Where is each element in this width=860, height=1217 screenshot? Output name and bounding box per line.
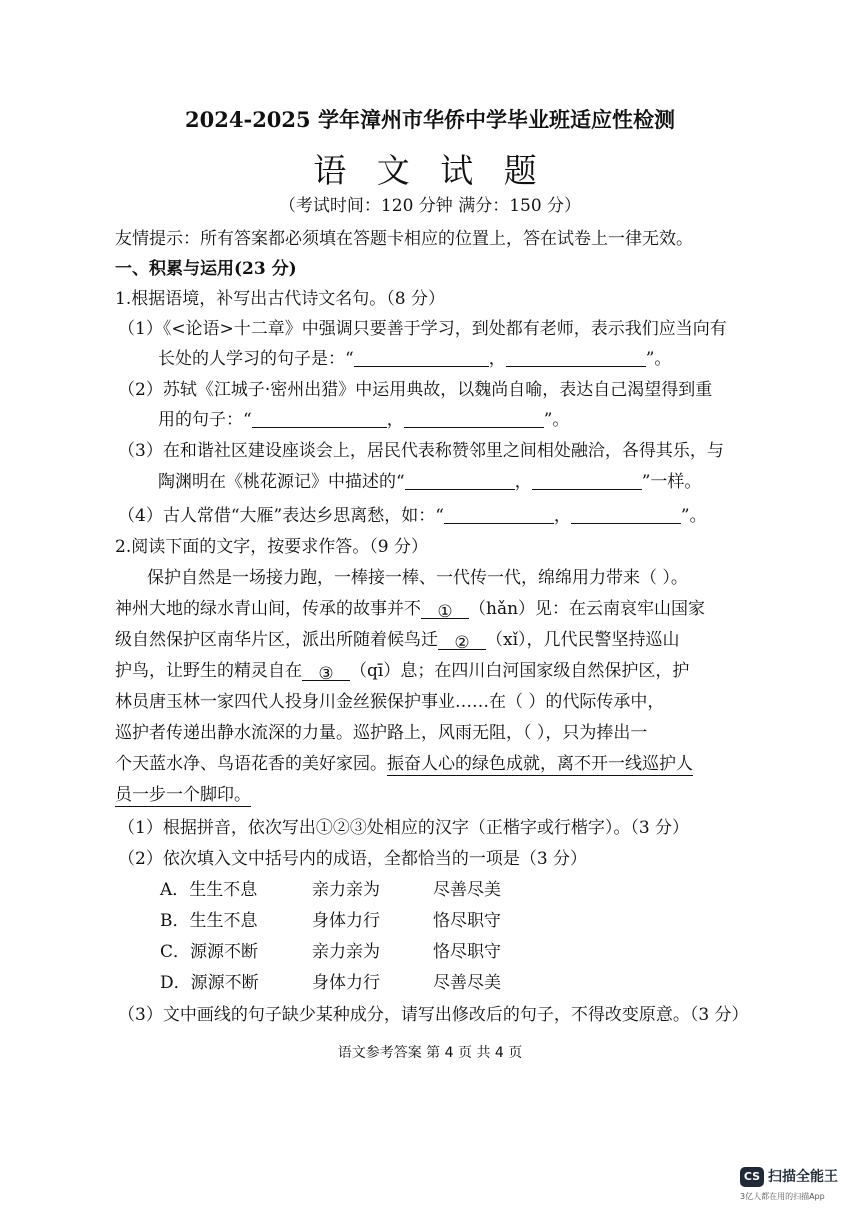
- blank-3: [302, 662, 350, 684]
- notice: 友情提示：所有答案都必须填在答题卡相应的位置上，答在试卷上一律无效。: [115, 229, 693, 249]
- passage-text: （qī）息；在四川白河国家级自然保护区，护: [350, 661, 690, 681]
- q1-sub4-prefix: （4）古人常借“大雁”表达乡思离愁，如：“: [118, 506, 444, 526]
- passage-text: 神州大地的绿水青山间，传承的故事并不: [115, 599, 421, 619]
- close-quote: ”一样。: [641, 472, 702, 492]
- option-a-b: 亲力亲为: [312, 880, 380, 900]
- answer-blank: [571, 505, 681, 524]
- option-d-b: 身体力行: [312, 973, 380, 993]
- passage-line: [115, 783, 251, 807]
- q1-sub3-line2: [158, 470, 701, 494]
- section-heading: 一、积累与运用(23 分): [115, 259, 297, 279]
- exam-title: 2024-2025 学年漳州市华侨中学毕业班适应性检测: [185, 107, 675, 132]
- question-1-stem: 1.根据语境，补写出古代诗文名句。（8 分）: [115, 289, 445, 309]
- answer-blank: [405, 471, 515, 490]
- underlined-sentence: 员一步一个脚印。: [115, 785, 251, 805]
- question-2-stem: 2.阅读下面的文字，按要求作答。（9 分）: [115, 537, 428, 557]
- circled-number: ②: [454, 633, 470, 653]
- option-d-c: 尽善尽美: [433, 973, 501, 993]
- q1-sub2-line1: （2）苏轼《江城子·密州出猎》中运用典故，以魏尚自喻，表达自己渴望得到重: [118, 380, 713, 400]
- passage-line: [115, 752, 693, 776]
- answer-blank: [506, 348, 646, 367]
- passage-text: 护鸟，让野生的精灵自在: [115, 661, 302, 681]
- option-b-b: 身体力行: [312, 911, 380, 931]
- scanner-watermark: [740, 1165, 850, 1210]
- q2-sub3: （3）文中画线的句子缺少某种成分，请写出修改后的句子，不得改变原意。（3 分）: [118, 1005, 749, 1025]
- comma: ，: [386, 410, 404, 430]
- q1-sub2-prefix: 用的句子：“: [158, 410, 252, 430]
- blank-2: [438, 631, 486, 653]
- passage-line: [115, 597, 705, 621]
- passage-line: [115, 628, 680, 652]
- passage-line: 保护自然是一场接力跑，一棒接一棒、一代传一代，绵绵用力带来（ ）。: [147, 568, 688, 588]
- passage-text: （xǐ），几代民警坚持巡山: [486, 630, 680, 650]
- q1-sub2-line2: [158, 408, 569, 432]
- passage-text: 级自然保护区南华片区，派出所随着候鸟迁: [115, 630, 438, 650]
- passage-text: （hǎn）见：在云南哀牢山国家: [469, 599, 706, 619]
- passage-line: 林员唐玉林一家四代人投身川金丝猴保护事业……在（ ）的代际传承中，: [115, 692, 665, 712]
- passage-text: 个天蓝水净、鸟语花香的美好家园。: [115, 754, 387, 774]
- passage-line: 巡护者传递出静水流深的力量。巡护路上，风雨无阻，（ ），只为捧出一: [115, 723, 648, 743]
- watermark-tagline: 3亿人都在用的扫描App: [740, 1192, 825, 1201]
- close-quote: ”。: [645, 349, 672, 369]
- answer-blank: [532, 471, 642, 490]
- option-c-b: 亲力亲为: [312, 942, 380, 962]
- comma: ，: [514, 472, 532, 492]
- circled-number: ①: [437, 602, 453, 622]
- q1-sub1-line2: [158, 347, 671, 371]
- q2-sub1: （1）根据拼音，依次写出①②③处相应的汉字（正楷字或行楷字）。（3 分）: [118, 818, 690, 838]
- passage-line: [115, 659, 689, 683]
- answer-blank: [252, 409, 387, 428]
- q1-sub1-line1: （1）《<论语>十二章》中强调只要善于学习，到处都有老师，表示我们应当向有: [118, 319, 727, 339]
- q1-sub4-line: [118, 504, 707, 528]
- q1-sub1-prefix: 长处的人学习的句子是：“: [158, 349, 354, 369]
- option-a-label: A．生生不息: [160, 880, 258, 900]
- comma: ，: [553, 506, 571, 526]
- q1-sub3-prefix: 陶渊明在《桃花源记》中描述的“: [158, 472, 405, 492]
- comma: ，: [488, 349, 506, 369]
- answer-blank: [444, 505, 554, 524]
- watermark-brand: 扫描全能王: [768, 1169, 838, 1185]
- option-b-c: 恪尽职守: [433, 911, 501, 931]
- close-quote: ”。: [543, 410, 570, 430]
- option-c-label: C．源源不断: [160, 942, 259, 962]
- page-footer: 语文参考答案 第 4 页 共 4 页: [337, 1045, 523, 1061]
- q1-sub3-line1: （3）在和谐社区建设座谈会上，居民代表称赞邻里之间相处融洽，各得其乐，与: [118, 441, 724, 461]
- underlined-sentence: 振奋人心的绿色成就，离不开一线巡护人: [387, 754, 693, 774]
- answer-blank: [404, 409, 544, 428]
- option-c-c: 恪尽职守: [433, 942, 501, 962]
- blank-1: [421, 600, 469, 622]
- camscanner-logo-icon: CS: [740, 1167, 764, 1187]
- answer-blank: [354, 348, 489, 367]
- exam-info: （考试时间：120 分钟 满分：150 分）: [278, 196, 582, 216]
- option-b-label: B．生生不息: [160, 911, 258, 931]
- option-a-c: 尽善尽美: [433, 880, 501, 900]
- close-quote: ”。: [680, 506, 707, 526]
- circled-number: ③: [318, 664, 334, 684]
- q2-sub2: （2）依次填入文中括号内的成语，全都恰当的一项是（3 分）: [118, 849, 588, 869]
- subject-title: 语 文 试 题: [313, 151, 547, 190]
- option-d-label: D．源源不断: [160, 973, 259, 993]
